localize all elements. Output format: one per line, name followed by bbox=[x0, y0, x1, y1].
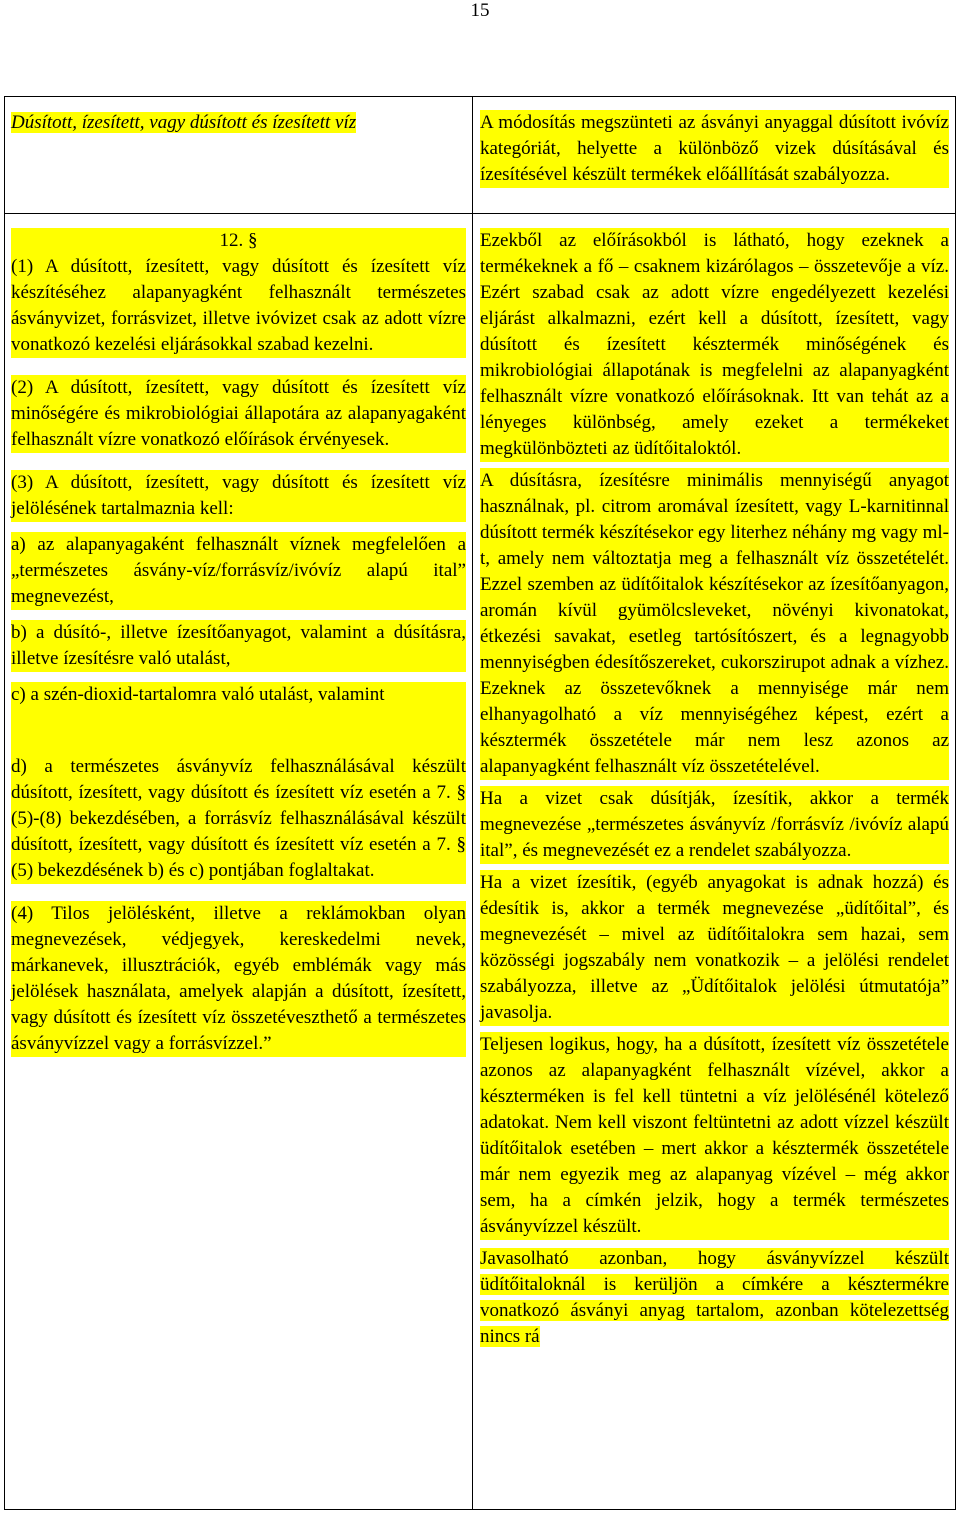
section-number: 12. § bbox=[11, 228, 466, 254]
left-header-cell bbox=[11, 110, 466, 136]
commentary-6: Javasolható azonban, hogy ásványvízzel készült üdítőitaloknál is kerüljön a címkére a késztermékre vonatkozó ásványi anyag tartalom, azonban kötelezettség nincs rá bbox=[480, 1248, 949, 1347]
right-header-cell bbox=[480, 110, 949, 188]
left-header-title: Dúsított, ízesített, vagy dúsított és ízesített víz bbox=[11, 112, 357, 133]
commentary-4: Ha a vizet ízesítik, (egyéb anyagokat is adnak hozzá) és édesítik is, akkor a termék megnevezése „üdítőital”, és megnevezését – mivel az üdítőitalokra sem hazai, sem közösségi jogszabály nem vonatkozik – a jelölési rendelet szabályozza, illetve az „Üdítőitalok jelölési útmutatója” javasolja. bbox=[480, 870, 949, 1026]
point-c: c) a szén-dioxid-tartalomra való utalást, valamint bbox=[11, 682, 466, 754]
paragraph-4: (4) Tilos jelölésként, illetve a reklámokban olyan megnevezések, védjegyek, kereskedelmi nevek, márkanevek, illusztrációk, egyéb emblémák vagy más jelölések használata, amelyek alapján a dúsított, ízesített, vagy dúsított és ízesített víz összetéveszthető a természetes ásványvízzel vagy a forrásvízzel.” bbox=[11, 901, 466, 1057]
commentary-5: Teljesen logikus, hogy, ha a dúsított, ízesített víz összetétele azonos az alapanyagként felhasznált vízével, akkor a készterméken is fel kell tüntetni a víz jelölésénél kötelező adatokat. Nem kell viszont feltüntetni az adott vízzel készült üdítőitalok esetében – mert akkor a késztermék összetétele már nem egyezik meg az alapanyag vízével – még akkor sem, ha a címkén jelzik, hogy a termék természetes ásványvízzel készült. bbox=[480, 1032, 949, 1240]
left-body-cell bbox=[11, 228, 466, 1057]
right-header-text: A módosítás megszünteti az ásványi anyaggal dúsított ivóvíz kategóriát, helyette a különböző vizek dúsításával és ízesítésével készült termékek előállítását szabályozza. bbox=[480, 110, 949, 188]
right-body-cell bbox=[480, 228, 949, 1350]
commentary-1: Ezekből az előírásokból is látható, hogy ezeknek a termékeknek a fő – csaknem kizárólagos – összetevője a víz. Ezért szabad csak az adott vízre engedélyezett kezelési eljárást alkalmazni, ezért kell a dúsított, ízesített, vagy dúsított és ízesített késztermék minőségének és mikrobiológiai állapotának is megfelelni az alapanyagként felhasznált vízre vonatkozó előírásoknak. Itt van tehát az a lényeges különbség, amely ezeket a termékeket megkülönbözteti az üdítőitaloktól. bbox=[480, 228, 949, 462]
paragraph-1: (1) A dúsított, ízesített, vagy dúsított és ízesített víz készítéséhez alapanyagként felhasznált természetes ásványvizet, forrásvizet, illetve ivóvizet csak az adott vízre vonatkozó kezelési eljárásokkal szabad kezelni. bbox=[11, 254, 466, 358]
header-row-divider bbox=[4, 213, 956, 214]
column-divider bbox=[472, 96, 473, 1510]
commentary-2: A dúsításra, ízesítésre minimális mennyiségű anyagot használnak, pl. citrom aromával ízesített, vagy L-karnitinnal dúsított termék készítésekor egy literhez néhány mg vagy ml-t, amely nem változtatja meg a felhasznált víz összetételét. Ezzel szemben az üdítőitalok készítésekor az ízesítőanyagon, aromán kívül gyümölcsleveket, növényi kivonatokat, étkezési savakat, esetleg tartósítószert, és a legnagyobb mennyiségben édesítőszereket, cukorszirupot adnak a vízhez. Ezeknek az összetevőknek a mennyisége már nem elhanyagolható a víz mennyiségéhez képest, ezért a késztermék összetétele már nem lesz azonos az alapanyagként felhasznált víz összetételével. bbox=[480, 468, 949, 780]
point-b: b) a dúsító-, illetve ízesítőanyagot, valamint a dúsításra, illetve ízesítésre való utalást, bbox=[11, 620, 466, 672]
point-d: d) a természetes ásványvíz felhasználásával készült dúsított, ízesített, vagy dúsított és ízesített víz esetén a 7. § (5)-(8) bekezdésében, a forrásvíz felhasználásával készült dúsított, ízesített, vagy dúsított és ízesített víz esetén a 7. § (5) bekezdésének b) és c) pontjában foglaltakat. bbox=[11, 754, 466, 884]
commentary-3: Ha a vizet csak dúsítják, ízesítik, akkor a termék megnevezése „természetes ásványvíz /forrásvíz /ivóvíz alapú ital”, és megnevezését ez a rendelet szabályozza. bbox=[480, 786, 949, 864]
point-a: a) az alapanyagaként felhasznált víznek megfelelően a „természetes ásvány-víz/forrásvíz/ivóvíz alapú ital” megnevezést, bbox=[11, 532, 466, 610]
page-number: 15 bbox=[470, 0, 490, 21]
paragraph-3: (3) A dúsított, ízesített, vagy dúsított és ízesített víz jelölésének tartalmaznia kell: bbox=[11, 470, 466, 522]
paragraph-2: (2) A dúsított, ízesített, vagy dúsított és ízesített víz minőségére és mikrobiológiai állapotára az alapanyagaként felhasznált vízre vonatkozó előírások érvényesek. bbox=[11, 375, 466, 453]
